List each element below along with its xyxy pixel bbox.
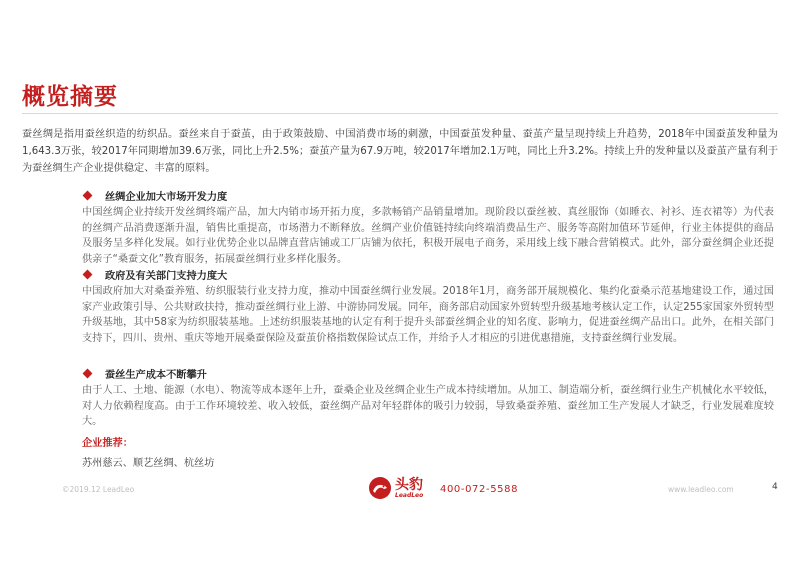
logo-text-cn: 头豹 (395, 476, 423, 493)
page-title: 概览摘要 (22, 84, 118, 110)
leopard-logo-icon (368, 476, 392, 500)
footer-copyright: ©2019.12 LeadLeo (62, 485, 135, 494)
section-body: 中国政府加大对桑蚕养殖、纺织服装行业支持力度，推动中国蚕丝绸行业发展。2018年1月，商务部开展规模化、集约化蚕桑示范基地建设工作，通过国家产业政策引导、公共财政扶持，推动蚕丝绸行业上游、中游协同发展。同年，商务部启动国家外贸转型升级基地考核认定工作，认定255家国家外贸转型升级基地，其中58家为纺织服装基地。上述纺织服装基地的认定有利于提升头部蚕丝绸企业的知名度、影响力，促进蚕丝绸产品出口。此外，在相关部门支持下，四川、贵州、重庆等地开展桑蚕保险及蚕茧价格指数保险试点工作，并给予人才相应的引进优惠措施，支持蚕丝绸行业发展。 (82, 286, 774, 344)
diamond-bullet-icon (83, 190, 93, 200)
diamond-bullet-icon (83, 269, 93, 279)
footer-logo (368, 476, 423, 500)
section-body: 中国丝绸企业持续开发丝绸终端产品，加大内销市场开拓力度，多款畅销产品销量增加。现阶段以蚕丝被、真丝服饰（如睡衣、衬衫、连衣裙等）为代表的丝绸产品消费逐渐升温，销售比重提高，市场潜力不断释放。丝绸产业价值链持续向终端消费品生产、服务等高附加值环节延伸，行业主体提供的商品及服务呈多样化发展。如行业优势企业以品牌直营店铺或工厂店铺为依托，积极开展电子商务，采用线上线下融合营销模式。此外，部分蚕丝绸企业还提供亲子“桑蚕文化”教育服务，拓展蚕丝绸行业多样化服务。 (82, 207, 774, 265)
recommend-label: 企业推荐： (82, 438, 133, 449)
diamond-bullet-icon (83, 368, 93, 378)
page-number: 4 (772, 482, 778, 492)
recommend-list: 苏州慈云、顺艺丝绸、杭丝坊 (82, 458, 215, 469)
logo-text-en: LeadLeo (395, 491, 424, 499)
footer-url[interactable]: www.leadleo.com (668, 485, 734, 494)
section-title: 丝绸企业加大市场开发力度 (105, 191, 228, 203)
intro-paragraph: 蚕丝绸是指用蚕丝织造的纺织品。蚕丝来自于蚕茧，由于政策鼓励、中国消费市场的刺激，中国蚕茧发种量、蚕茧产量呈现持续上升趋势，2018年中国蚕茧发种量为1,643.3万张，较2017年同期增加39.6万张，同比上升2.5%；蚕茧产量为67.9万吨，较2017年增加2.1万吨，同比上升3.2%。持续上升的发种量以及蚕茧产量有利于为蚕丝绸生产企业提供稳定、丰富的原料。 (22, 129, 779, 174)
section-body: 由于人工、土地、能源（水电）、物流等成本逐年上升，蚕桑企业及丝绸企业生产成本持续增加。从加工、制造端分析，蚕丝绸行业生产机械化水平较低，对人力依赖程度高。由于工作环境较差、收入较低，蚕丝绸产品对年轻群体的吸引力较弱，导致桑蚕养殖、蚕丝加工生产发展人才缺乏，行业发展难度较大。 (82, 385, 774, 428)
section-title: 蚕丝生产成本不断攀升 (105, 369, 207, 381)
footer-phone: 400-072-5588 (440, 484, 519, 495)
title-divider (22, 113, 778, 114)
section-title: 政府及有关部门支持力度大 (105, 270, 228, 282)
section-rising-costs (82, 365, 774, 430)
section-market-development (82, 187, 774, 267)
section-government-support (82, 266, 774, 346)
